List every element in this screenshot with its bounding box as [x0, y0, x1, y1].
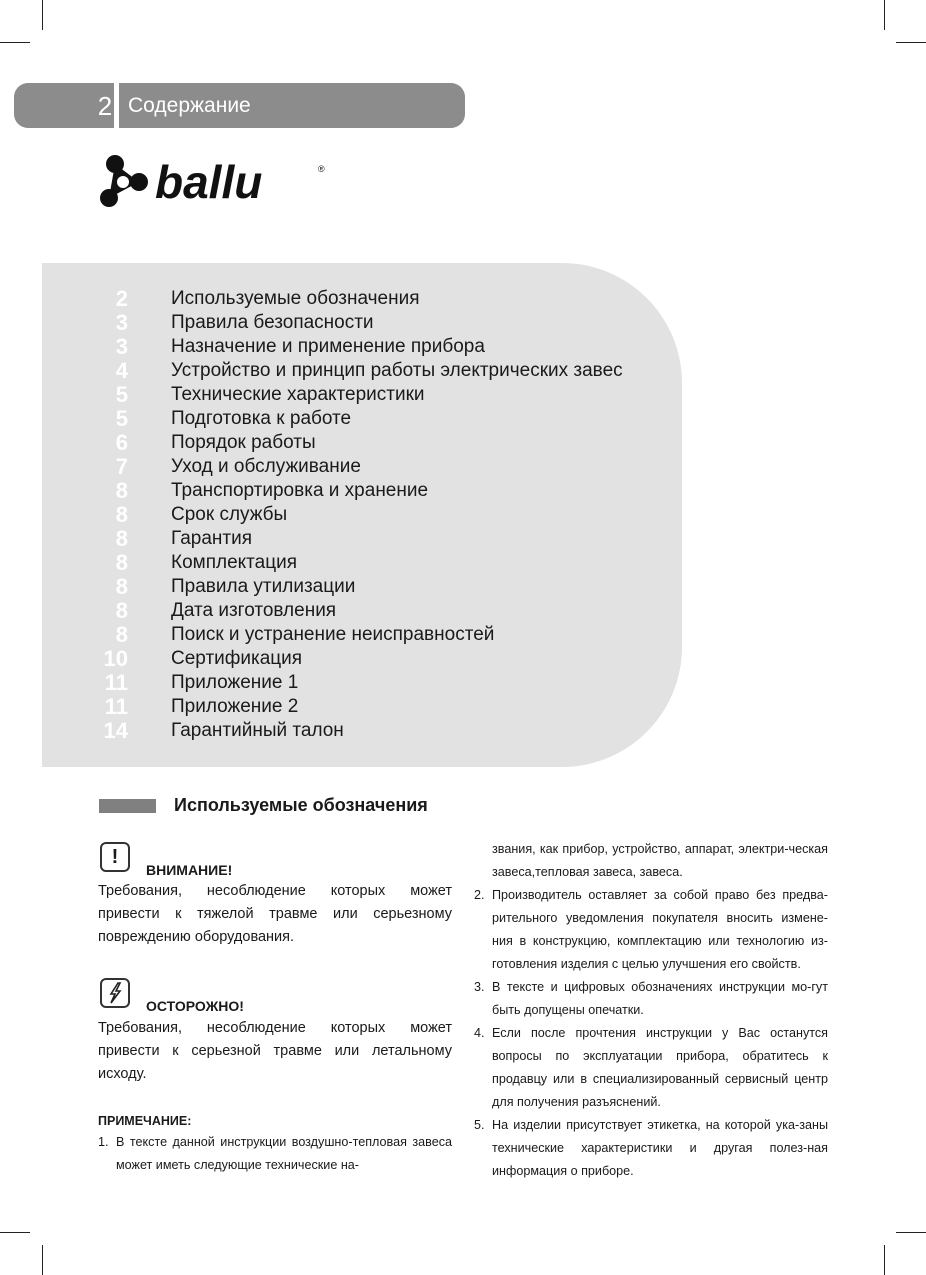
warning-heading: ВНИМАНИЕ!	[146, 862, 233, 878]
note-item	[474, 1114, 828, 1183]
toc-item	[42, 455, 682, 479]
crop-mark	[0, 1232, 30, 1233]
toc-item	[42, 407, 682, 431]
toc-page-number: 8	[115, 478, 128, 503]
note-item-number: 2.	[474, 888, 485, 902]
crop-mark	[42, 1245, 43, 1275]
toc-item	[42, 719, 682, 743]
toc-item	[42, 311, 682, 335]
toc-page-number: 11	[104, 670, 128, 695]
toc-page-number: 4	[115, 358, 128, 383]
toc-page-number: 8	[115, 598, 128, 623]
section-title: Используемые обозначения	[174, 795, 428, 815]
crop-mark	[884, 1245, 885, 1275]
crop-mark	[884, 0, 885, 30]
note-item-text: Если после прочтения инструкции у Вас останутся вопросы по эксплуатации прибора, обратитесь к продавцу или в специализированный сервисный центр для получения разъяснений.	[492, 1026, 828, 1109]
crop-mark	[42, 0, 43, 30]
toc-page-number: 7	[115, 454, 128, 479]
note-item	[474, 976, 828, 1022]
ballu-logo	[97, 152, 332, 212]
note-item-number: 4.	[474, 1026, 485, 1040]
toc-title: Сертификация	[171, 648, 303, 669]
toc-item	[42, 671, 682, 695]
note-item-1-continued: звания, как прибор, устройство, аппарат, электри-ческая завеса,тепловая завеса, завеса.	[492, 842, 828, 879]
toc-page-number: 10	[103, 646, 128, 671]
toc-page-number: 5	[115, 406, 128, 431]
toc-title: Правила утилизации	[171, 576, 356, 597]
toc-title: Гарантия	[171, 528, 253, 549]
note-item	[474, 884, 828, 976]
toc-item	[42, 503, 682, 527]
toc-title: Подготовка к работе	[171, 408, 352, 429]
toc-title: Порядок работы	[171, 432, 316, 453]
warning-text: Требования, несоблюдение которых может привести к тяжелой травме или серьезному повреждению оборудования.	[98, 883, 452, 945]
toc-title: Комплектация	[171, 552, 298, 573]
caution-text: Требования, несоблюдение которых может привести к серьезной травме или летальному исходу.	[98, 1020, 452, 1082]
toc-item	[42, 695, 682, 719]
toc-page-number: 3	[115, 310, 128, 335]
toc-item	[42, 575, 682, 599]
toc-page-number: 2	[115, 286, 128, 311]
note-item-text: Производитель оставляет за собой право без предва-рительного уведомления покупателя вносить измене-ния в конструкцию, комплектацию или технологию из-готовления изделия с целью улучшения его свойств.	[492, 888, 828, 971]
toc-item	[42, 335, 682, 359]
page-header	[14, 83, 465, 128]
toc-title: Срок службы	[171, 504, 288, 525]
crop-mark	[896, 42, 926, 43]
toc-page-number: 14	[103, 718, 128, 743]
toc-item	[42, 551, 682, 575]
note-item-number: 1.	[98, 1135, 109, 1149]
toc-page-number: 11	[104, 694, 128, 719]
toc-title: Приложение 2	[171, 696, 299, 717]
crop-mark	[896, 1232, 926, 1233]
note-item-number: 3.	[474, 980, 485, 994]
toc-page-number: 8	[115, 574, 128, 599]
lightning-icon	[100, 978, 130, 1008]
header-divider	[114, 83, 119, 128]
note-item-text: В тексте и цифровых обозначениях инструкции мо-гут быть допущены опечатки.	[492, 980, 828, 1017]
toc-title: Гарантийный талон	[171, 720, 344, 741]
toc-title: Приложение 1	[171, 672, 299, 693]
note-item	[474, 1022, 828, 1114]
toc-item	[42, 431, 682, 455]
section-marker	[99, 799, 156, 813]
toc-page-number: 8	[115, 622, 128, 647]
table-of-contents	[42, 263, 682, 767]
toc-item	[42, 623, 682, 647]
toc-item	[42, 647, 682, 671]
note-item-1	[98, 1131, 452, 1177]
toc-title: Назначение и применение прибора	[171, 336, 485, 357]
toc-item	[42, 479, 682, 503]
toc-title: Используемые обозначения	[171, 288, 420, 309]
warning-icon	[100, 842, 130, 872]
page-number: 2	[97, 91, 113, 121]
toc-title: Устройство и принцип работы электрических завес	[171, 360, 623, 381]
note-item-text: На изделии присутствует этикетка, на которой ука-заны технические характеристики и другая полез-ная информация о приборе.	[492, 1118, 828, 1178]
note-item-number: 5.	[474, 1118, 485, 1132]
toc-title: Дата изготовления	[171, 600, 337, 621]
toc-page-number: 8	[115, 550, 128, 575]
page-title: Содержание	[128, 94, 251, 117]
logo-text: ballu	[155, 156, 263, 208]
toc-title: Поиск и устранение неисправностей	[171, 624, 495, 645]
toc-item	[42, 359, 682, 383]
toc-page-number: 6	[115, 430, 128, 455]
toc-page-number: 8	[115, 502, 128, 527]
lightning-glyph	[102, 980, 128, 1006]
toc-item	[42, 527, 682, 551]
warning-icon-symbol: !	[111, 846, 119, 868]
toc-item	[42, 383, 682, 407]
crop-mark	[0, 42, 30, 43]
toc-item	[42, 287, 682, 311]
caution-heading: ОСТОРОЖНО!	[146, 998, 244, 1014]
toc-title: Транспортировка и хранение	[171, 480, 429, 501]
note-item-text: В тексте данной инструкции воздушно-тепловая завеса может иметь следующие технические на-	[116, 1135, 452, 1172]
toc-title: Правила безопасности	[171, 312, 374, 333]
toc-page-number: 3	[115, 334, 128, 359]
toc-title: Технические характеристики	[171, 384, 425, 405]
toc-page-number: 8	[115, 526, 128, 551]
toc-title: Уход и обслуживание	[171, 456, 361, 477]
toc-list	[42, 287, 682, 743]
note-heading: ПРИМЕЧАНИЕ:	[98, 1114, 192, 1128]
toc-item	[42, 599, 682, 623]
toc-page-number: 5	[115, 382, 128, 407]
registered-mark: ®	[318, 164, 325, 174]
